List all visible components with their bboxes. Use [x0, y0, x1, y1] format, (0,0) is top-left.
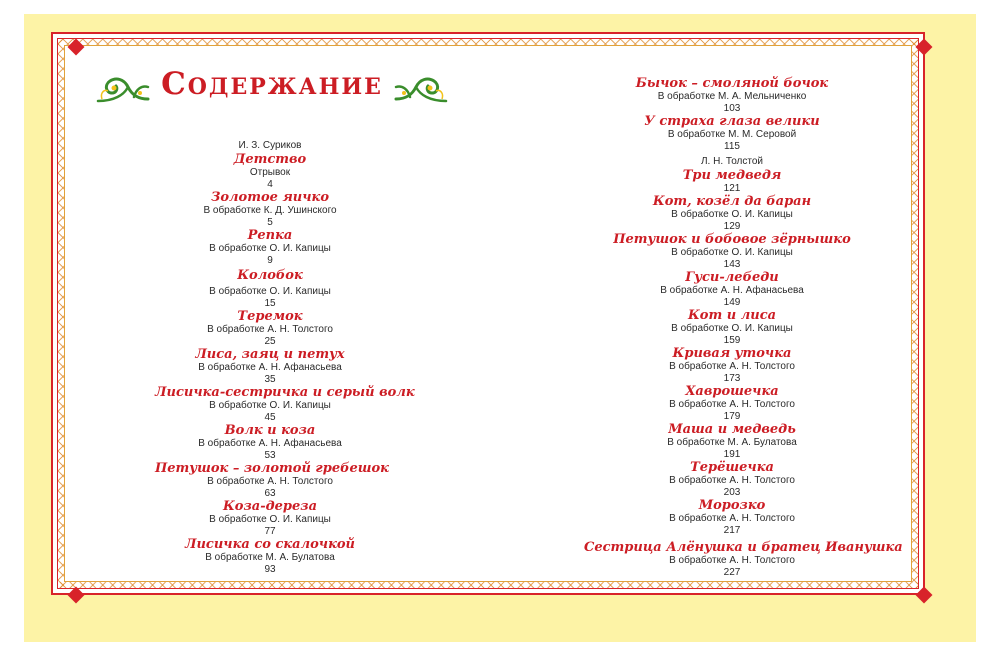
entry-subtitle: В обработке О. И. Капицы: [671, 323, 793, 334]
entry-title: Гуси-лебеди: [685, 270, 779, 285]
floral-ornament-left-icon: [94, 73, 150, 109]
contents-entry[interactable]: [155, 499, 385, 537]
entry-page-number: 227: [723, 567, 741, 578]
entry-page-number: 173: [723, 373, 741, 384]
entry-subtitle: В обработке О. И. Капицы: [209, 243, 331, 254]
entry-author: И. З. Суриков: [238, 140, 302, 151]
entry-subtitle: В обработке А. Н. Афанасьева: [198, 438, 342, 449]
contents-entry[interactable]: [584, 384, 880, 422]
entry-subtitle: В обработке А. Н. Толстого: [669, 475, 795, 486]
entry-title: Три медведя: [682, 168, 782, 183]
entry-subtitle: В обработке О. И. Капицы: [671, 209, 793, 220]
entry-page-number: 217: [723, 525, 741, 536]
contents-entry[interactable]: [584, 270, 880, 308]
entry-subtitle: В обработке А. Н. Толстого: [669, 555, 795, 566]
contents-entry[interactable]: [584, 540, 903, 578]
entry-page-number: 15: [264, 298, 276, 309]
entry-subtitle: В обработке О. И. Капицы: [209, 286, 331, 297]
contents-entry[interactable]: [584, 76, 880, 114]
entry-subtitle: В обработке О. И. Капицы: [209, 400, 331, 411]
entry-title: Кривая уточка: [672, 346, 792, 361]
contents-entry[interactable]: [584, 460, 880, 498]
contents-entry[interactable]: [155, 347, 385, 385]
entry-page-number: 129: [723, 221, 741, 232]
floral-ornament-right-icon: [394, 73, 450, 109]
contents-entry[interactable]: [155, 461, 389, 499]
contents-entry[interactable]: [584, 422, 880, 460]
entry-title: Коза-дереза: [222, 499, 317, 514]
entry-title: Лисичка-сестричка и серый волк: [155, 385, 415, 400]
entry-page-number: 179: [723, 411, 741, 422]
entry-subtitle: В обработке А. Н. Толстого: [669, 361, 795, 372]
entry-page-number: 143: [723, 259, 741, 270]
contents-entry[interactable]: [584, 114, 880, 152]
entry-subtitle: В обработке М. А. Булатова: [205, 552, 335, 563]
entry-page-number: 121: [723, 183, 741, 194]
entry-title: Кот, козёл да баран: [652, 194, 812, 209]
entry-page-number: 25: [264, 336, 276, 347]
contents-entry[interactable]: [584, 308, 880, 346]
entry-title: Бычок – смоляной бочок: [635, 76, 829, 91]
entry-page-number: 53: [264, 450, 276, 461]
entry-subtitle: В обработке А. Н. Толстого: [669, 399, 795, 410]
entry-subtitle: В обработке М. А. Булатова: [667, 437, 797, 448]
entry-author: Л. Н. Толстой: [700, 156, 764, 167]
contents-entry[interactable]: [155, 385, 415, 423]
entry-title: У страха глаза велики: [644, 114, 820, 129]
entry-page-number: 93: [264, 564, 276, 575]
entry-page-number: 203: [723, 487, 741, 498]
entry-subtitle: В обработке А. Н. Афанасьева: [198, 362, 342, 373]
entry-subtitle: В обработке А. Н. Афанасьева: [660, 285, 804, 296]
entry-title: Сестрица Алёнушка и братец Иванушка: [584, 540, 903, 555]
entry-title: Петушок и бобовое зёрнышко: [613, 232, 851, 247]
entry-subtitle: В обработке М. А. Мельниченко: [657, 91, 807, 102]
entry-title: Лиса, заяц и петух: [195, 347, 345, 362]
entry-title: Петушок – золотой гребешок: [155, 461, 389, 476]
entry-page-number: 5: [267, 217, 273, 228]
entry-subtitle: В обработке М. М. Серовой: [667, 129, 797, 140]
entry-title: Кот и лиса: [687, 308, 777, 323]
entry-page-number: 35: [264, 374, 276, 385]
entry-page-number: 45: [264, 412, 276, 423]
entry-page-number: 103: [723, 103, 741, 114]
entry-title: Колобок: [237, 268, 303, 283]
entry-page-number: 191: [723, 449, 741, 460]
contents-entry[interactable]: [155, 537, 385, 575]
entry-page-number: 77: [264, 526, 276, 537]
entry-subtitle: В обработке О. И. Капицы: [209, 514, 331, 525]
entry-title: Волк и коза: [224, 423, 316, 438]
entry-page-number: 159: [723, 335, 741, 346]
entry-page-number: 149: [723, 297, 741, 308]
contents-entry[interactable]: [155, 190, 385, 228]
entry-page-number: 115: [724, 141, 740, 152]
entry-page-number: 63: [264, 488, 276, 499]
contents-entry[interactable]: [584, 498, 880, 536]
entry-subtitle: В обработке О. И. Капицы: [671, 247, 793, 258]
entry-title: Золотое яичко: [210, 190, 329, 205]
contents-entry[interactable]: [155, 309, 385, 347]
entry-title: Морозко: [698, 498, 766, 513]
contents-entry[interactable]: [584, 232, 880, 270]
contents-entry[interactable]: [584, 346, 880, 384]
entry-subtitle: В обработке К. Д. Ушинского: [203, 205, 337, 216]
entry-title: Маша и медведь: [668, 422, 796, 437]
entry-page-number: 4: [267, 179, 273, 190]
contents-entry[interactable]: [155, 268, 385, 309]
entry-title: Лисичка со скалочкой: [184, 537, 355, 552]
contents-entry[interactable]: [584, 156, 880, 194]
entry-subtitle: В обработке А. Н. Толстого: [207, 324, 333, 335]
contents-right-column: [584, 76, 903, 578]
contents-left-column: [155, 140, 415, 575]
entry-subtitle: В обработке А. Н. Толстого: [669, 513, 795, 524]
contents-entry[interactable]: [155, 423, 385, 461]
entry-title: Детство: [233, 152, 307, 167]
contents-entry[interactable]: [584, 194, 880, 232]
entry-title: Репка: [247, 228, 293, 243]
entry-page-number: 9: [267, 255, 273, 266]
contents-entry[interactable]: [155, 228, 385, 266]
page-title: Содержание: [161, 66, 383, 102]
entry-subtitle: Отрывок: [249, 167, 291, 178]
contents-entry[interactable]: [155, 140, 385, 190]
entry-title: Терёшечка: [690, 460, 774, 475]
entry-subtitle: В обработке А. Н. Толстого: [207, 476, 333, 487]
entry-title: Теремок: [237, 309, 303, 324]
entry-title: Хаврошечка: [685, 384, 779, 399]
